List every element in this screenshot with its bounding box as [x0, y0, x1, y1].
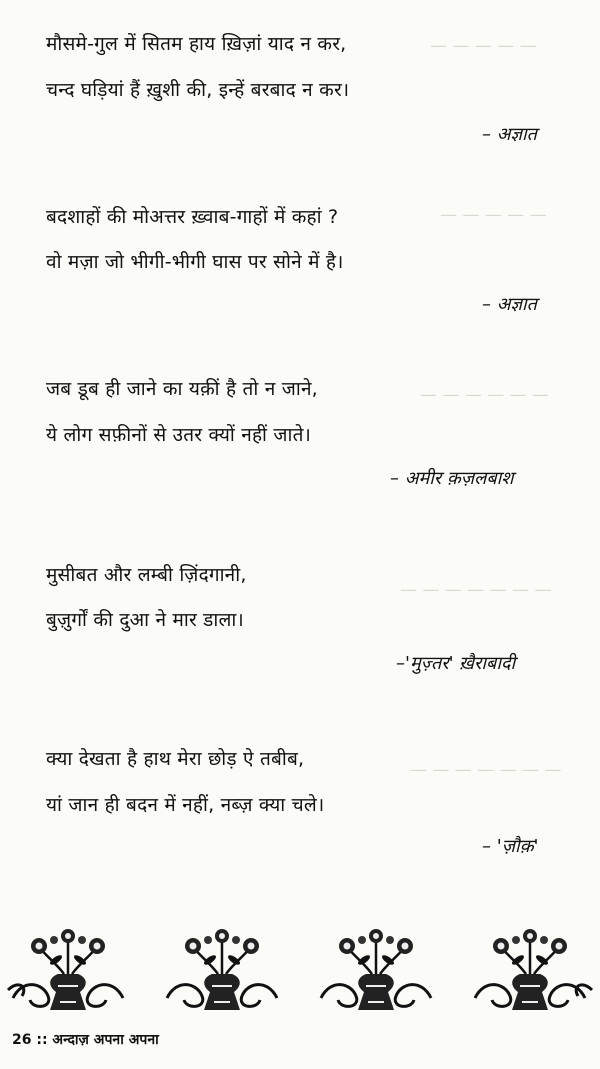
attribution: – 'ज़ौक़'	[482, 836, 539, 857]
attribution: – अज्ञात	[482, 124, 537, 145]
bleed-through-text: — — — — — — —	[410, 760, 562, 780]
couplet-line: वो मज़ा जो भीगी-भीगी घास पर सोने में है।	[46, 251, 344, 273]
ornamental-border	[0, 928, 600, 1018]
attribution: – अज्ञात	[482, 294, 537, 315]
attribution: –'मुज़्तर' ख़ैराबादी	[396, 653, 516, 674]
couplet-line: बुज़ुर्गों की दुआ ने मार डाला।	[46, 609, 244, 631]
couplet-line: ये लोग सफ़ीनों से उतर क्यों नहीं जाते।	[46, 424, 312, 446]
bleed-through-text: — — — — —	[430, 36, 537, 56]
couplet-line: मुसीबत और लम्बी ज़िंदगानी,	[46, 564, 247, 586]
page-footer: 26 :: अन्दाज़ अपना अपना	[12, 1032, 159, 1048]
bleed-through-text: — — — — — —	[420, 385, 550, 405]
bleed-through-text: — — — — —	[440, 205, 547, 225]
couplet-line: चन्द घड़ियां हैं ख़ुशी की, इन्हें बरबाद न कर।	[46, 79, 350, 101]
couplet-line: यां जान ही बदन में नहीं, नब्ज़ क्या चले।	[46, 794, 325, 816]
couplet-line: बदशाहों की मोअत्तर ख़्वाब-गाहों में कहां ?	[46, 206, 339, 228]
bleed-through-text: — — — — — — —	[400, 580, 552, 600]
couplet-line: क्या देखता है हाथ मेरा छोड़ ऐ तबीब,	[46, 748, 305, 770]
couplet-line: जब डूब ही जाने का यक़ीं है तो न जाने,	[46, 378, 318, 400]
attribution: – अमीर क़ज़लबाश	[390, 468, 514, 489]
couplet-line: मौसमे-गुल में सितम हाय ख़िज़ां याद न कर,	[46, 33, 347, 55]
